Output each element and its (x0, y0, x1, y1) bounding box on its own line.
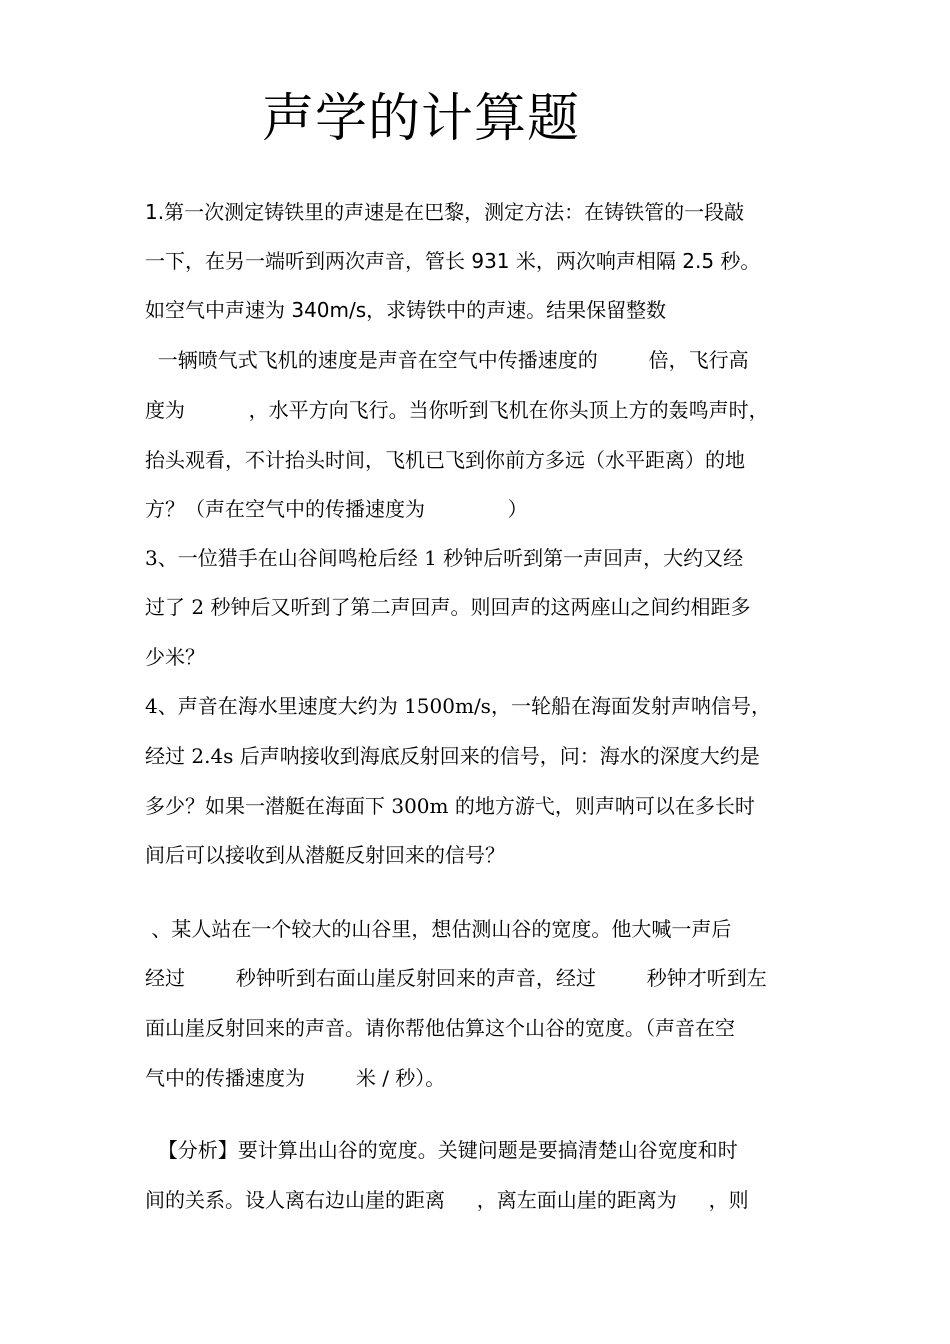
problem-5-line-4: 气中的传播速度为 米 / 秒）。 (145, 1066, 446, 1090)
problem-4-line-2: 经过 2.4s 后声呐接收到海底反射回来的信号，问：海水的深度大约是 (145, 744, 760, 768)
problem-2-line-3: 抬头观看，不计抬头时间，飞机已飞到你前方多远（水平距离）的地 (145, 448, 745, 472)
analysis-line-2: 间的关系。设人离右边山崖的距离 ，离左面山崖的距离为 ，则 (145, 1188, 749, 1212)
problem-4-line-3: 多少？如果一潜艇在海面下 300m 的地方游弋，则声呐可以在多长时 (145, 794, 755, 818)
problem-1-line-2: 一下，在另一端听到两次声音，管长 931 米，两次响声相隔 2.5 秒。 (145, 249, 761, 273)
problem-2-line-4: 方？（声在空气中的传播速度为 ） (145, 497, 528, 521)
problem-5-line-3: 面山崖反射回来的声音。请你帮他估算这个山谷的宽度。（声音在空 (145, 1016, 735, 1040)
problem-2-line-2: 度为 ，水平方向飞行。当你听到飞机在你头顶上方的轰鸣声时， (145, 398, 769, 422)
problem-2-line-1: 一辆喷气式飞机的速度是声音在空气中传播速度的 倍，飞行高 (145, 348, 749, 372)
problem-1-line-3: 如空气中声速为 340m/s，求铸铁中的声速。结果保留整数 (145, 298, 667, 322)
problem-3-line-1: 3、一位猎手在山谷间鸣枪后经 1 秒钟后听到第一声回声，大约又经 (145, 546, 744, 570)
analysis-line-1: 【分析】要计算出山谷的宽度。关键问题是要搞清楚山谷宽度和时 (145, 1138, 738, 1162)
document-title: 声学的计算题 (262, 89, 581, 149)
problem-3-line-2: 过了 2 秒钟后又听到了第二声回声。则回声的这两座山之间约相距多 (145, 595, 751, 619)
problem-4-line-1: 4、声音在海水里速度大约为 1500m/s，一轮船在海面发射声呐信号， (145, 694, 771, 718)
problem-1-line-1: 1.第一次测定铸铁里的声速是在巴黎，测定方法：在铸铁管的一段敲 (145, 200, 745, 224)
problem-4-line-4: 间后可以接收到从潜艇反射回来的信号？ (145, 843, 505, 867)
problem-5-line-1: 、某人站在一个较大的山谷里，想估测山谷的宽度。他大喊一声后 (145, 917, 732, 941)
problem-3-line-3: 少米？ (145, 645, 205, 669)
problem-5-line-2: 经过 秒钟听到右面山崖反射回来的声音，经过 秒钟才听到左 (145, 966, 767, 990)
